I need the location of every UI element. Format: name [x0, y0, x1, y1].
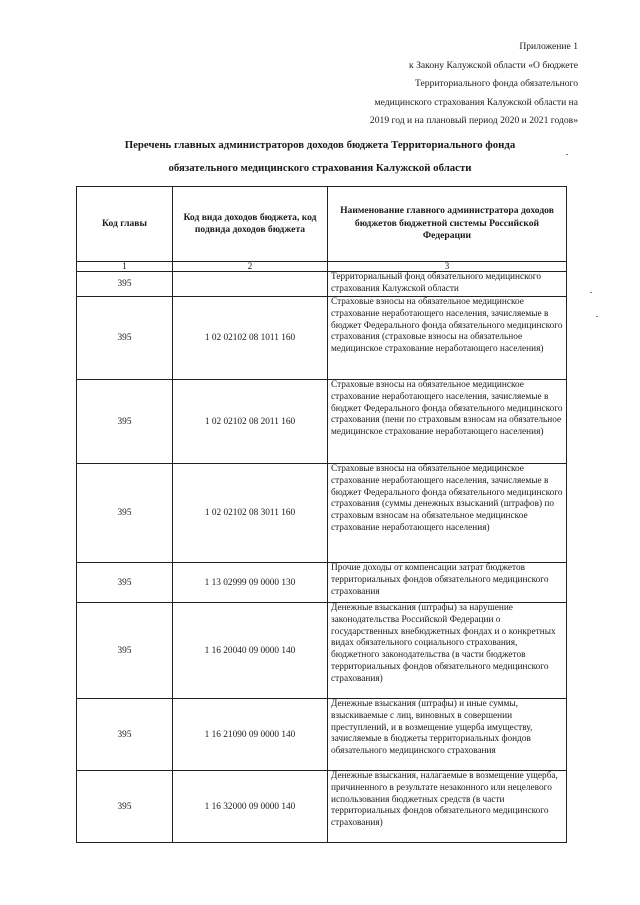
appendix-note — [370, 38, 578, 131]
document-title — [60, 134, 580, 180]
appendix-line: 2019 год и на плановый период 2020 и 2021 годов» — [369, 115, 578, 127]
administrators-table — [76, 186, 567, 843]
scan-speck — [596, 316, 598, 317]
table-row — [77, 603, 567, 699]
administrator-name: Денежные взыскания (штрафы) за нарушение законодательства Российской Федерации о государственных внебюджетных фондах и о конкретных видах обязательного социального страхования, бюджетного законодательства (в части бюджетов территориальных фондов обязательного медицинского страхования) — [328, 603, 567, 699]
revenue-code: 1 02 02102 08 1011 160 — [173, 297, 328, 380]
appendix-line: к Закону Калужской области «О бюджете — [409, 59, 578, 71]
table-header-row — [77, 187, 567, 262]
revenue-code: 1 02 02102 08 3011 160 — [173, 464, 328, 563]
revenue-code: 1 16 20040 09 0000 140 — [173, 603, 328, 699]
administrator-name: Страховые взносы на обязательное медицинское страхование неработающего населения, зачисляемые в бюджет Федерального фонда обязательного медицинского страхования (суммы денежных взысканий (штрафов) по страховым взносам на обязательное медицинское страхование неработающего населения) — [328, 464, 567, 563]
administrator-name: Страховые взносы на обязательное медицинское страхование неработающего населения, зачисляемые в бюджет Федерального фонда обязательного медицинского страхования (страховые взносы на обязательное медицинское страхование неработающего населения) — [328, 297, 567, 380]
chapter-code: 395 — [77, 603, 173, 699]
column-number: 3 — [328, 262, 567, 272]
column-number: 1 — [77, 262, 173, 272]
table-row — [77, 272, 567, 297]
chapter-code: 395 — [77, 464, 173, 563]
table-row — [77, 464, 567, 563]
appendix-line: Приложение 1 — [519, 41, 578, 52]
appendix-line: Территориального фонда обязательного — [415, 78, 578, 90]
table-row — [77, 380, 567, 464]
title-line-1: Перечень главных администраторов доходов бюджета Территориального фонда — [124, 139, 516, 151]
header-revenue-code: Код вида доходов бюджета, код подвида доходов бюджета — [173, 187, 328, 262]
column-number-row — [77, 262, 567, 272]
administrator-name: Страховые взносы на обязательное медицинское страхование неработающего населения, зачисляемые в бюджет Федерального фонда обязательного медицинского страхования (пени по страховым взносам на обязательное медицинское страхование неработающего населения) — [328, 380, 567, 464]
chapter-code: 395 — [77, 563, 173, 603]
table-row — [77, 563, 567, 603]
table-row — [77, 297, 567, 380]
chapter-code: 395 — [77, 380, 173, 464]
scan-speck — [590, 292, 592, 293]
administrator-name: Денежные взыскания (штрафы) и иные суммы, взыскиваемые с лиц, виновных в совершении преступлений, и в возмещение ущерба имуществу, зачисляемые в бюджеты территориальных фондов обязательного медицинского страхования — [328, 699, 567, 771]
administrator-name: Прочие доходы от компенсации затрат бюджетов территориальных фондов обязательного медицинского страхования — [328, 563, 567, 603]
administrator-name: Территориальный фонд обязательного медицинского страхования Калужской области — [328, 272, 567, 297]
header-chapter-code: Код главы — [77, 187, 173, 262]
revenue-code: 1 16 32000 09 0000 140 — [173, 771, 328, 843]
table-row — [77, 699, 567, 771]
appendix-line: медицинского страхования Калужской области на — [374, 96, 578, 108]
chapter-code: 395 — [77, 699, 173, 771]
revenue-code — [173, 272, 328, 297]
header-administrator-name: Наименование главного администратора доходов бюджетов бюджетной системы Российской Федерации — [328, 187, 567, 262]
revenue-code: 1 02 02102 08 2011 160 — [173, 380, 328, 464]
administrator-name: Денежные взыскания, налагаемые в возмещение ущерба, причиненного в результате незаконного или нецелевого использования бюджетных средств (в части территориальных фондов обязательного медицинского страхования) — [328, 771, 567, 843]
table-row — [77, 771, 567, 843]
title-line-2: обязательного медицинского страхования Калужской области — [168, 162, 472, 174]
chapter-code: 395 — [77, 771, 173, 843]
chapter-code: 395 — [77, 297, 173, 380]
scan-speck — [566, 154, 568, 155]
chapter-code: 395 — [77, 272, 173, 297]
revenue-code: 1 13 02999 09 0000 130 — [173, 563, 328, 603]
revenue-code: 1 16 21090 09 0000 140 — [173, 699, 328, 771]
column-number: 2 — [173, 262, 328, 272]
